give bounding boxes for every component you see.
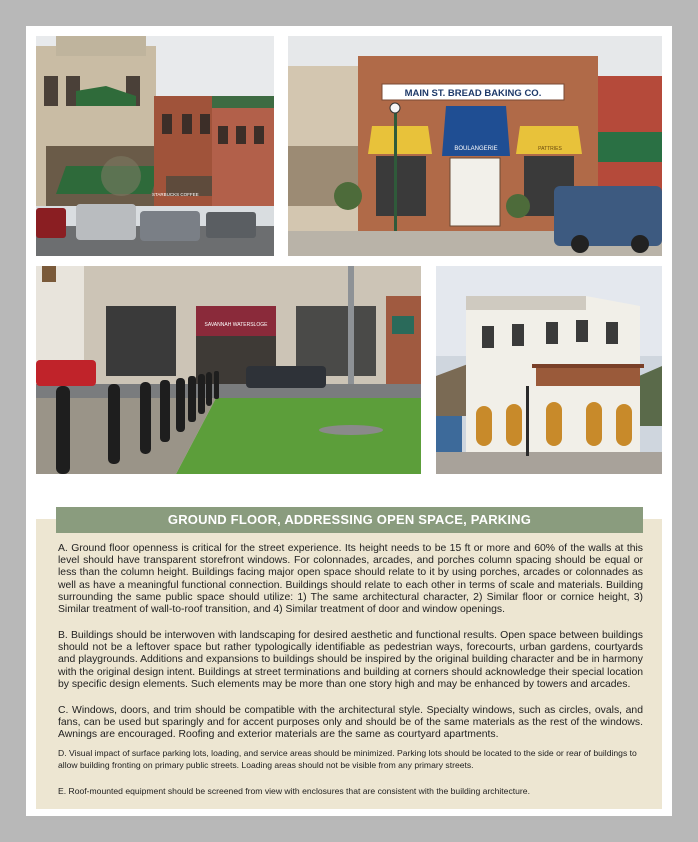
paragraph-b: B. Buildings should be interwoven with landscaping for desired aesthetic and functional results. Open space between buildings should not be a leftover space but rather typologically identifiable as pedestrian ways, forecourts, urban gardens, courtyards and playgrounds. Additions and expansions to buildings should be inspired by the original building character and be in harmony with the original design intent. Buildings at street terminations and building at corners should acknowledge their special location by specific design elements. Such elements may be more than one story high and may be enhanced by towers and arcades. <box>58 630 643 690</box>
paragraph-e: E. Roof-mounted equipment should be screened from view with enclosures that are consistent with the building architecture. <box>58 786 530 796</box>
storefront-sign: SAVANNAH WATERSLOGE <box>204 322 268 328</box>
boulangerie-awning: BOULANGERIE <box>454 146 498 152</box>
photo-corner-building <box>436 266 662 474</box>
paragraph-c: C. Windows, doors, and trim should be compatible with the architectural style. Specialty windows, such as circles, ovals, and fans, can be used but sparingly and for accent purposes only and should be of the same materials as the rest of the windows. Awnings are encouraged. Roofing and exterior materials are the same as courtyard apartments. <box>58 705 643 741</box>
photo-storefronts <box>36 36 274 256</box>
photo-bakery <box>288 36 662 256</box>
pattries-awning: PATTRIES <box>538 146 562 152</box>
photo-plaza <box>36 266 421 474</box>
section-header: GROUND FLOOR, ADDRESSING OPEN SPACE, PARKING <box>56 507 643 533</box>
page <box>26 26 672 816</box>
bakery-sign: MAIN ST. BREAD BAKING CO. <box>404 88 542 99</box>
starbucks-sign: STARBUCKS COFFEE <box>152 192 199 197</box>
text-panel <box>36 512 662 809</box>
paragraph-a: A. Ground floor openness is critical for the street experience. Its height needs to be 15 ft or more and 60% of the walls at this level should have transparent storefront windows. For colonnades, arcades, and porches column spacing should be equal or less than the column height. Buildings facing major open space should relate to it by using porches, arcades or colonnades as well as have a meaningful functional connection. Buildings should relate to each other in terms of scale and materials. Building surrounding the same public space should utilize: 1) The same architectural character, 2) Similar floor or cornice height, 3) Similar treatment of wall-to-roof transition, and 4) Similar treatment of door and window openings. <box>58 543 643 616</box>
paragraph-d: D. Visual impact of surface parking lots, loading, and service areas should be minimized. Parking lots should be located to the side or rear of buildings to allow building fronting on primary public streets. Loading areas should not be visible from any primary streets. <box>58 748 637 770</box>
